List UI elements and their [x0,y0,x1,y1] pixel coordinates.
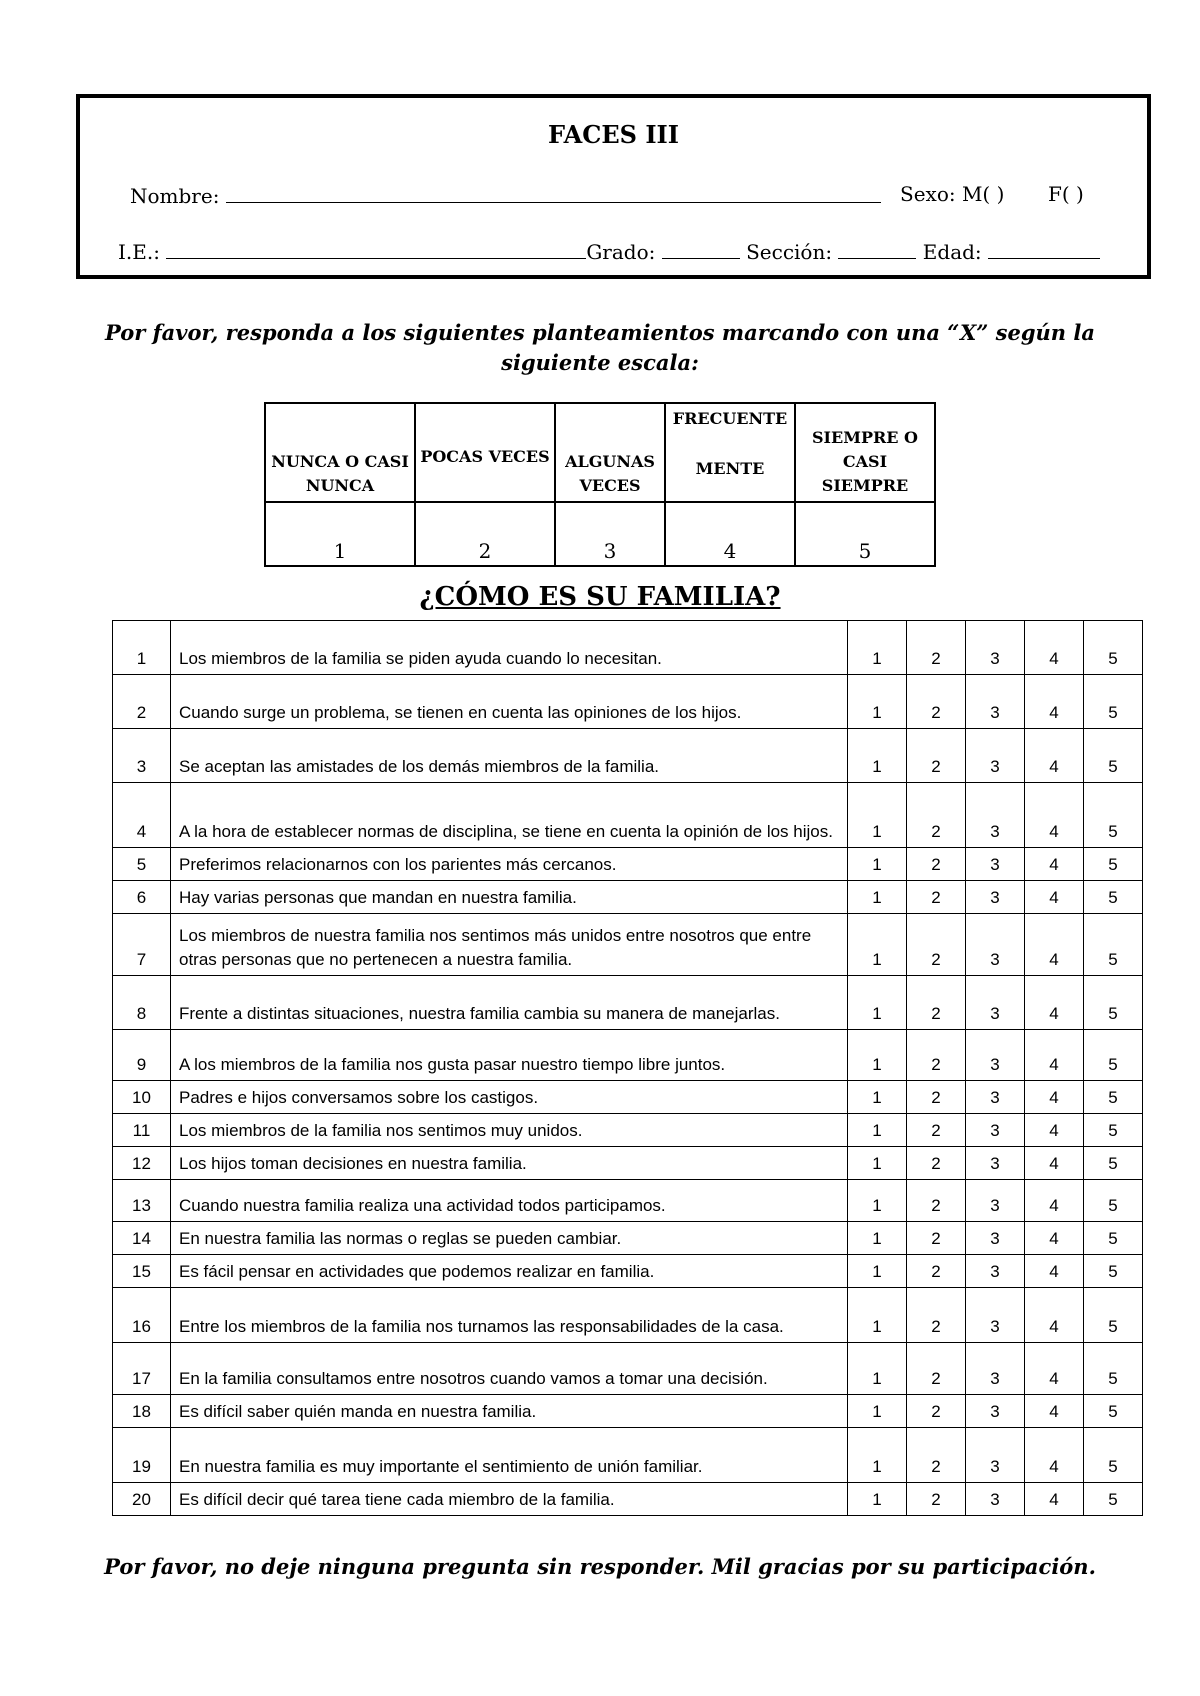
answer-option-5[interactable]: 5 [1084,1255,1143,1288]
question-number: 2 [113,675,171,729]
section-title: ¿CÓMO ES SU FAMILIA? [419,582,781,612]
answer-option-2[interactable]: 2 [907,1147,966,1180]
answer-option-4[interactable]: 4 [1025,1180,1084,1222]
answer-option-1[interactable]: 1 [848,848,907,881]
answer-option-3[interactable]: 3 [966,1222,1025,1255]
answer-option-3[interactable]: 3 [966,1114,1025,1147]
answer-option-4[interactable]: 4 [1025,848,1084,881]
answer-option-3[interactable]: 3 [966,881,1025,914]
question-text: En nuestra familia las normas o reglas se pueden cambiar. [171,1222,848,1255]
question-number: 6 [113,881,171,914]
answer-option-2[interactable]: 2 [907,1343,966,1395]
answer-option-1[interactable]: 1 [848,1483,907,1516]
question-row [113,1483,1143,1516]
scale-header-2: POCAS VECES [415,403,555,502]
question-row [113,1222,1143,1255]
answer-option-5[interactable]: 5 [1084,1081,1143,1114]
question-row [113,848,1143,881]
answer-option-1[interactable]: 1 [848,1180,907,1222]
question-row [113,1147,1143,1180]
answer-option-2[interactable]: 2 [907,1222,966,1255]
answer-option-4[interactable]: 4 [1025,1030,1084,1081]
answer-option-4[interactable]: 4 [1025,976,1084,1030]
answer-option-1[interactable]: 1 [848,621,907,675]
answer-option-1[interactable]: 1 [848,1222,907,1255]
answer-option-4[interactable]: 4 [1025,675,1084,729]
answer-option-2[interactable]: 2 [907,1483,966,1516]
answer-option-5[interactable]: 5 [1084,1483,1143,1516]
question-text: Preferimos relacionarnos con los parientes más cercanos. [171,848,848,881]
answer-option-4[interactable]: 4 [1025,1395,1084,1428]
question-number: 12 [113,1147,171,1180]
answer-option-2[interactable]: 2 [907,1114,966,1147]
answer-option-2[interactable]: 2 [907,621,966,675]
scale-value-3: 3 [555,502,665,566]
answer-option-5[interactable]: 5 [1084,1147,1143,1180]
answer-option-4[interactable]: 4 [1025,914,1084,976]
answer-option-1[interactable]: 1 [848,1395,907,1428]
question-row [113,621,1143,675]
answer-option-1[interactable]: 1 [848,881,907,914]
answer-option-5[interactable]: 5 [1084,1395,1143,1428]
seccion-field[interactable] [838,238,916,259]
question-number: 18 [113,1395,171,1428]
answer-option-5[interactable]: 5 [1084,783,1143,848]
answer-option-3[interactable]: 3 [966,1395,1025,1428]
answer-option-4[interactable]: 4 [1025,1483,1084,1516]
ie-label: I.E.: [118,240,160,264]
answer-option-4[interactable]: 4 [1025,1147,1084,1180]
answer-option-5[interactable]: 5 [1084,1030,1143,1081]
question-number: 20 [113,1483,171,1516]
answer-option-1[interactable]: 1 [848,675,907,729]
answer-option-1[interactable]: 1 [848,976,907,1030]
sexo-f-field[interactable]: F( ) [1048,182,1084,206]
answer-option-3[interactable]: 3 [966,914,1025,976]
answer-option-2[interactable]: 2 [907,783,966,848]
answer-option-5[interactable]: 5 [1084,848,1143,881]
answer-option-1[interactable]: 1 [848,914,907,976]
question-row [113,881,1143,914]
answer-option-4[interactable]: 4 [1025,881,1084,914]
answer-option-2[interactable]: 2 [907,1288,966,1343]
scale-header-4-line1: FRECUENTE [672,409,788,428]
answer-option-5[interactable]: 5 [1084,1428,1143,1483]
scale-value-2: 2 [415,502,555,566]
question-row [113,1180,1143,1222]
answer-option-1[interactable]: 1 [848,1081,907,1114]
answer-option-3[interactable]: 3 [966,1030,1025,1081]
question-text: Se aceptan las amistades de los demás miembros de la familia. [171,729,848,783]
scale-table [264,402,936,567]
answer-option-1[interactable]: 1 [848,1428,907,1483]
question-text: Frente a distintas situaciones, nuestra familia cambia su manera de manejarlas. [171,976,848,1030]
scale-header-5: SIEMPRE O CASI SIEMPRE [795,403,935,502]
answer-option-5[interactable]: 5 [1084,621,1143,675]
answer-option-3[interactable]: 3 [966,729,1025,783]
answer-option-2[interactable]: 2 [907,848,966,881]
answer-option-5[interactable]: 5 [1084,881,1143,914]
questions-table [112,620,1143,1516]
question-text: Cuando nuestra familia realiza una actividad todos participamos. [171,1180,848,1222]
question-row [113,1343,1143,1395]
scale-header-3: ALGUNAS VECES [555,403,665,502]
question-row [113,1255,1143,1288]
answer-option-4[interactable]: 4 [1025,1343,1084,1395]
scale-header-4-line2: MENTE [695,459,765,478]
question-text: En nuestra familia es muy importante el sentimiento de unión familiar. [171,1428,848,1483]
scale-header-4 [665,403,795,502]
question-number: 7 [113,914,171,976]
form-title: FACES III [547,120,679,149]
answer-option-5[interactable]: 5 [1084,1343,1143,1395]
answer-option-4[interactable]: 4 [1025,1222,1084,1255]
answer-option-3[interactable]: 3 [966,848,1025,881]
question-text: Hay varias personas que mandan en nuestra familia. [171,881,848,914]
answer-option-5[interactable]: 5 [1084,729,1143,783]
answer-option-3[interactable]: 3 [966,1288,1025,1343]
question-text: A la hora de establecer normas de disciplina, se tiene en cuenta la opinión de los hijos. [171,783,848,848]
answer-option-3[interactable]: 3 [966,621,1025,675]
grado-label: Grado: [586,240,656,264]
question-number: 11 [113,1114,171,1147]
answer-option-5[interactable]: 5 [1084,976,1143,1030]
scale-header-1: NUNCA O CASI NUNCA [265,403,415,502]
question-text: Padres e hijos conversamos sobre los castigos. [171,1081,848,1114]
edad-label: Edad: [922,240,982,264]
nombre-field[interactable] [226,182,881,203]
answer-option-4[interactable]: 4 [1025,783,1084,848]
answer-option-3[interactable]: 3 [966,783,1025,848]
question-row [113,1428,1143,1483]
question-number: 8 [113,976,171,1030]
answer-option-1[interactable]: 1 [848,1114,907,1147]
answer-option-5[interactable]: 5 [1084,914,1143,976]
question-number: 14 [113,1222,171,1255]
question-number: 10 [113,1081,171,1114]
question-text: Cuando surge un problema, se tienen en cuenta las opiniones de los hijos. [171,675,848,729]
answer-option-4[interactable]: 4 [1025,1428,1084,1483]
question-text: Los miembros de la familia nos sentimos muy unidos. [171,1114,848,1147]
answer-option-2[interactable]: 2 [907,1180,966,1222]
answer-option-4[interactable]: 4 [1025,729,1084,783]
question-number: 19 [113,1428,171,1483]
answer-option-2[interactable]: 2 [907,1395,966,1428]
answer-option-1[interactable]: 1 [848,1343,907,1395]
question-row [113,1030,1143,1081]
question-row [113,1288,1143,1343]
answer-option-3[interactable]: 3 [966,1081,1025,1114]
answer-option-4[interactable]: 4 [1025,1255,1084,1288]
question-text: En la familia consultamos entre nosotros cuando vamos a tomar una decisión. [171,1343,848,1395]
edad-field[interactable] [988,238,1100,259]
answer-option-3[interactable]: 3 [966,1180,1025,1222]
question-row [113,783,1143,848]
answer-option-2[interactable]: 2 [907,976,966,1030]
answer-option-3[interactable]: 3 [966,976,1025,1030]
header-box [76,94,1151,279]
answer-option-2[interactable]: 2 [907,1030,966,1081]
answer-option-1[interactable]: 1 [848,1147,907,1180]
answer-option-5[interactable]: 5 [1084,1180,1143,1222]
question-number: 1 [113,621,171,675]
question-number: 5 [113,848,171,881]
answer-option-1[interactable]: 1 [848,1030,907,1081]
question-row [113,729,1143,783]
answer-option-3[interactable]: 3 [966,1483,1025,1516]
seccion-label: Sección: [746,240,833,264]
answer-option-2[interactable]: 2 [907,1081,966,1114]
answer-option-5[interactable]: 5 [1084,1288,1143,1343]
answer-option-5[interactable]: 5 [1084,675,1143,729]
scale-value-4: 4 [665,502,795,566]
answer-option-1[interactable]: 1 [848,1288,907,1343]
answer-option-1[interactable]: 1 [848,783,907,848]
sexo-m-field[interactable]: Sexo: M( ) [900,182,1005,206]
answer-option-4[interactable]: 4 [1025,1114,1084,1147]
grado-field[interactable] [662,238,740,259]
answer-option-5[interactable]: 5 [1084,1222,1143,1255]
answer-option-1[interactable]: 1 [848,729,907,783]
answer-option-1[interactable]: 1 [848,1255,907,1288]
footer-note: Por favor, no deje ninguna pregunta sin responder. Mil gracias por su participación. [104,1554,1096,1579]
answer-option-3[interactable]: 3 [966,1147,1025,1180]
question-row [113,675,1143,729]
question-text: Los hijos toman decisiones en nuestra familia. [171,1147,848,1180]
instructions: Por favor, responda a los siguientes planteamientos marcando con una “X” según la siguiente escala: [105,320,1095,375]
answer-option-3[interactable]: 3 [966,1255,1025,1288]
question-text: Los miembros de nuestra familia nos sentimos más unidos entre nosotros que entre otras personas que no pertenecen a nuestra familia. [171,914,848,976]
nombre-row [130,182,881,208]
question-text: A los miembros de la familia nos gusta pasar nuestro tiempo libre juntos. [171,1030,848,1081]
question-number: 3 [113,729,171,783]
question-text: Los miembros de la familia se piden ayuda cuando lo necesitan. [171,621,848,675]
answer-option-2[interactable]: 2 [907,1255,966,1288]
answer-option-2[interactable]: 2 [907,881,966,914]
question-row [113,914,1143,976]
question-row [113,1114,1143,1147]
question-text: Es fácil pensar en actividades que podemos realizar en familia. [171,1255,848,1288]
answer-option-4[interactable]: 4 [1025,1081,1084,1114]
question-text: Entre los miembros de la familia nos turnamos las responsabilidades de la casa. [171,1288,848,1343]
answer-option-3[interactable]: 3 [966,1343,1025,1395]
question-number: 15 [113,1255,171,1288]
answer-option-2[interactable]: 2 [907,1428,966,1483]
nombre-label: Nombre: [130,184,220,208]
answer-option-4[interactable]: 4 [1025,1288,1084,1343]
answer-option-2[interactable]: 2 [907,914,966,976]
ie-row [118,238,1100,264]
answer-option-3[interactable]: 3 [966,675,1025,729]
question-text: Es difícil decir qué tarea tiene cada miembro de la familia. [171,1483,848,1516]
ie-field[interactable] [166,238,586,259]
answer-option-4[interactable]: 4 [1025,621,1084,675]
question-number: 16 [113,1288,171,1343]
scale-value-5: 5 [795,502,935,566]
question-row [113,976,1143,1030]
question-number: 4 [113,783,171,848]
question-number: 9 [113,1030,171,1081]
answer-option-2[interactable]: 2 [907,675,966,729]
question-text: Es difícil saber quién manda en nuestra familia. [171,1395,848,1428]
question-row [113,1395,1143,1428]
answer-option-5[interactable]: 5 [1084,1114,1143,1147]
answer-option-3[interactable]: 3 [966,1428,1025,1483]
question-number: 13 [113,1180,171,1222]
question-number: 17 [113,1343,171,1395]
question-row [113,1081,1143,1114]
answer-option-2[interactable]: 2 [907,729,966,783]
scale-value-1: 1 [265,502,415,566]
